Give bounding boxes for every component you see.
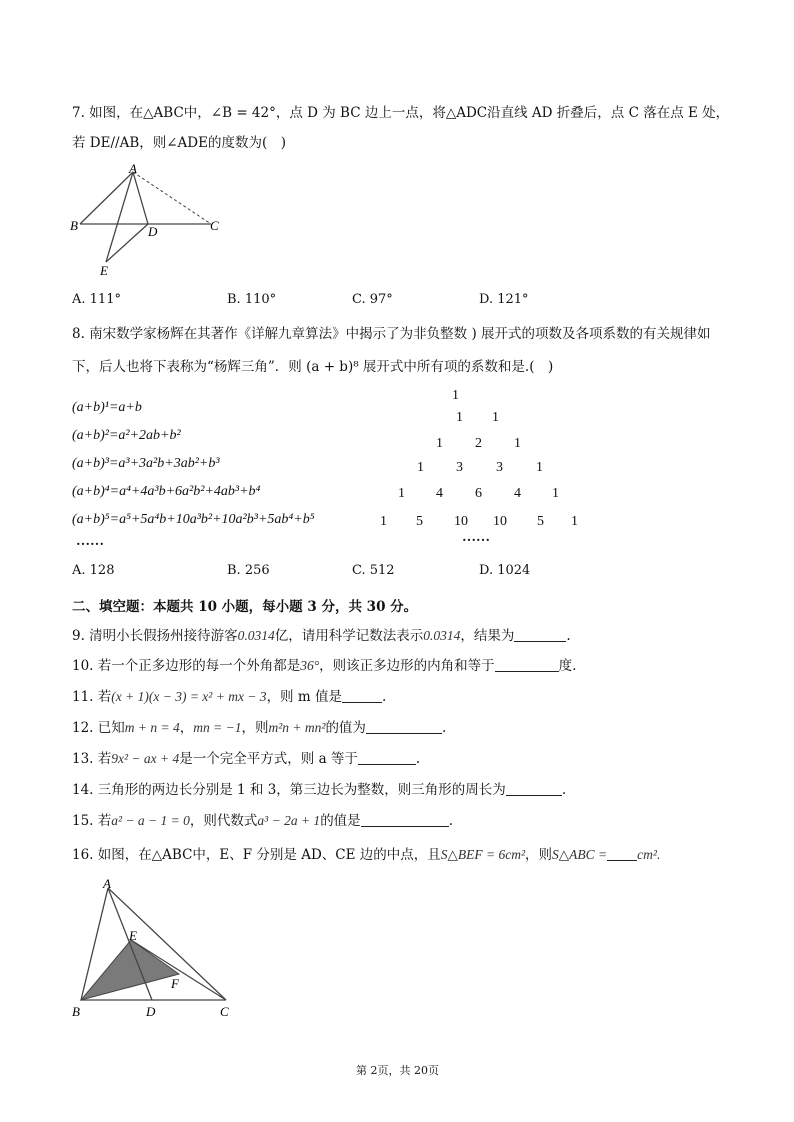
q8-expansion-ellipsis: ……: [76, 534, 104, 549]
q7-option-b[interactable]: B. 110°: [227, 292, 277, 307]
q8-expansion-3: (a+b)³=a³+3a²b+3ab²+b³: [72, 456, 220, 471]
triangle-r5-c0: 1: [380, 514, 387, 529]
q16-label-a: A: [103, 876, 111, 891]
q13: 13. 若9x² − ax + 4是一个完全平方式，则 a 等于 .: [72, 751, 421, 767]
triangle-r3-c3: 1: [536, 460, 543, 475]
q12-answer-blank[interactable]: [366, 719, 442, 734]
q16: 16. 如图，在△ABC中，E、F 分别是 AD、CE 边的中点，且S△BEF = 6cm²，则S△ABC = cm².: [72, 847, 661, 863]
q16-figure: [68, 876, 243, 1021]
q7-option-d[interactable]: D. 121°: [479, 292, 529, 307]
q16-label-e: E: [129, 928, 137, 943]
q7-option-c[interactable]: C. 97°: [352, 292, 393, 307]
q16-answer-blank[interactable]: [607, 846, 637, 861]
q8-expansion-1: (a+b)¹=a+b: [72, 400, 142, 415]
page-footer: 第 2页，共 20页: [356, 1064, 439, 1077]
triangle-r4-c0: 1: [398, 486, 405, 501]
triangle-r4-c2: 6: [475, 486, 482, 501]
q16-label-b: B: [72, 1004, 80, 1019]
q11: 11. 若(x + 1)(x − 3) = x² + mx − 3，则 m 值是 .: [72, 689, 387, 705]
q15-answer-blank[interactable]: [361, 812, 449, 827]
q14: 14. 三角形的两边长分别是 1 和 3，第三边长为整数，则三角形的周长为 .: [72, 782, 567, 798]
q8-expansion-5: (a+b)⁵=a⁵+5a⁴b+10a³b²+10a²b³+5ab⁴+b⁵: [72, 512, 315, 527]
q10: 10. 若一个正多边形的每一个外角都是36°，则该正多边形的内角和等于 度.: [72, 658, 577, 674]
q15: 15. 若a² − a − 1 = 0，则代数式a³ − 2a + 1的值是 .: [72, 813, 453, 829]
triangle-r4-c3: 4: [514, 486, 521, 501]
triangle-r0-c0: 1: [452, 388, 459, 403]
q7-figure: [68, 162, 233, 280]
triangle-r5-c2: 10: [454, 514, 468, 529]
q8-option-a[interactable]: A. 128: [72, 563, 115, 578]
q7-label-c: C: [210, 218, 219, 233]
section-2-heading: 二、填空题：本题共 10 小题，每小题 3 分，共 30 分。: [72, 599, 418, 615]
q8-option-d[interactable]: D. 1024: [479, 563, 531, 578]
q16-label-d: D: [146, 1004, 156, 1019]
q11-answer-blank[interactable]: [342, 688, 382, 703]
q7-line2: 若 DE//AB，则∠ADE的度数为( ): [72, 135, 287, 151]
triangle-r3-c1: 3: [456, 460, 463, 475]
triangle-r2-c2: 1: [514, 436, 521, 451]
triangle-r4-c1: 4: [436, 486, 443, 501]
q8-line1: 8. 南宋数学家杨辉在其著作《详解九章算法》中揭示了为非负整数 ) 展开式的项数及各项系数的有关规律如: [72, 326, 711, 342]
q16-label-c: C: [220, 1004, 229, 1019]
q12: 12. 已知m + n = 4，mn = −1，则m²n + mn²的值为 .: [72, 720, 447, 736]
q7-label-a: A: [129, 162, 137, 176]
triangle-r5-c1: 5: [416, 514, 423, 529]
q16-label-f: F: [171, 976, 179, 991]
triangle-r3-c2: 3: [496, 460, 503, 475]
q7-label-b: B: [70, 218, 78, 233]
q9-answer-blank[interactable]: [514, 627, 566, 642]
triangle-r5-c5: 1: [571, 514, 578, 529]
triangle-ellipsis: ……: [462, 530, 490, 545]
q7-label-e: E: [100, 263, 108, 278]
triangle-r5-c3: 10: [493, 514, 507, 529]
q7-label-d: D: [148, 224, 158, 239]
q14-answer-blank[interactable]: [506, 781, 562, 796]
q7-option-a[interactable]: A. 111°: [72, 292, 121, 307]
q8-option-b[interactable]: B. 256: [227, 563, 270, 578]
triangle-r2-c0: 1: [436, 436, 443, 451]
q9: 9. 清明小长假扬州接待游客0.0314亿，请用科学记数法表示0.0314，结果为 .: [72, 628, 571, 644]
q8-option-c[interactable]: C. 512: [352, 563, 395, 578]
q13-answer-blank[interactable]: [358, 750, 416, 765]
triangle-r5-c4: 5: [537, 514, 544, 529]
q10-answer-blank[interactable]: [495, 657, 559, 672]
triangle-r3-c0: 1: [417, 460, 424, 475]
triangle-r4-c4: 1: [552, 486, 559, 501]
triangle-r1-c1: 1: [492, 410, 499, 425]
triangle-r2-c1: 2: [475, 436, 482, 451]
triangle-r1-c0: 1: [456, 410, 463, 425]
q8-expansion-4: (a+b)⁴=a⁴+4a³b+6a²b²+4ab³+b⁴: [72, 484, 261, 499]
q8-expansion-2: (a+b)²=a²+2ab+b²: [72, 428, 181, 443]
q7-line1: 7. 如图，在△ABC中，∠B = 42°，点 D 为 BC 边上一点，将△ADC沿直线 AD 折叠后，点 C 落在点 E 处，: [72, 105, 730, 121]
q8-line2: 下，后人也将下表称为“杨辉三角”．则 (a + b)⁸ 展开式中所有项的系数和是.( ): [72, 359, 554, 375]
